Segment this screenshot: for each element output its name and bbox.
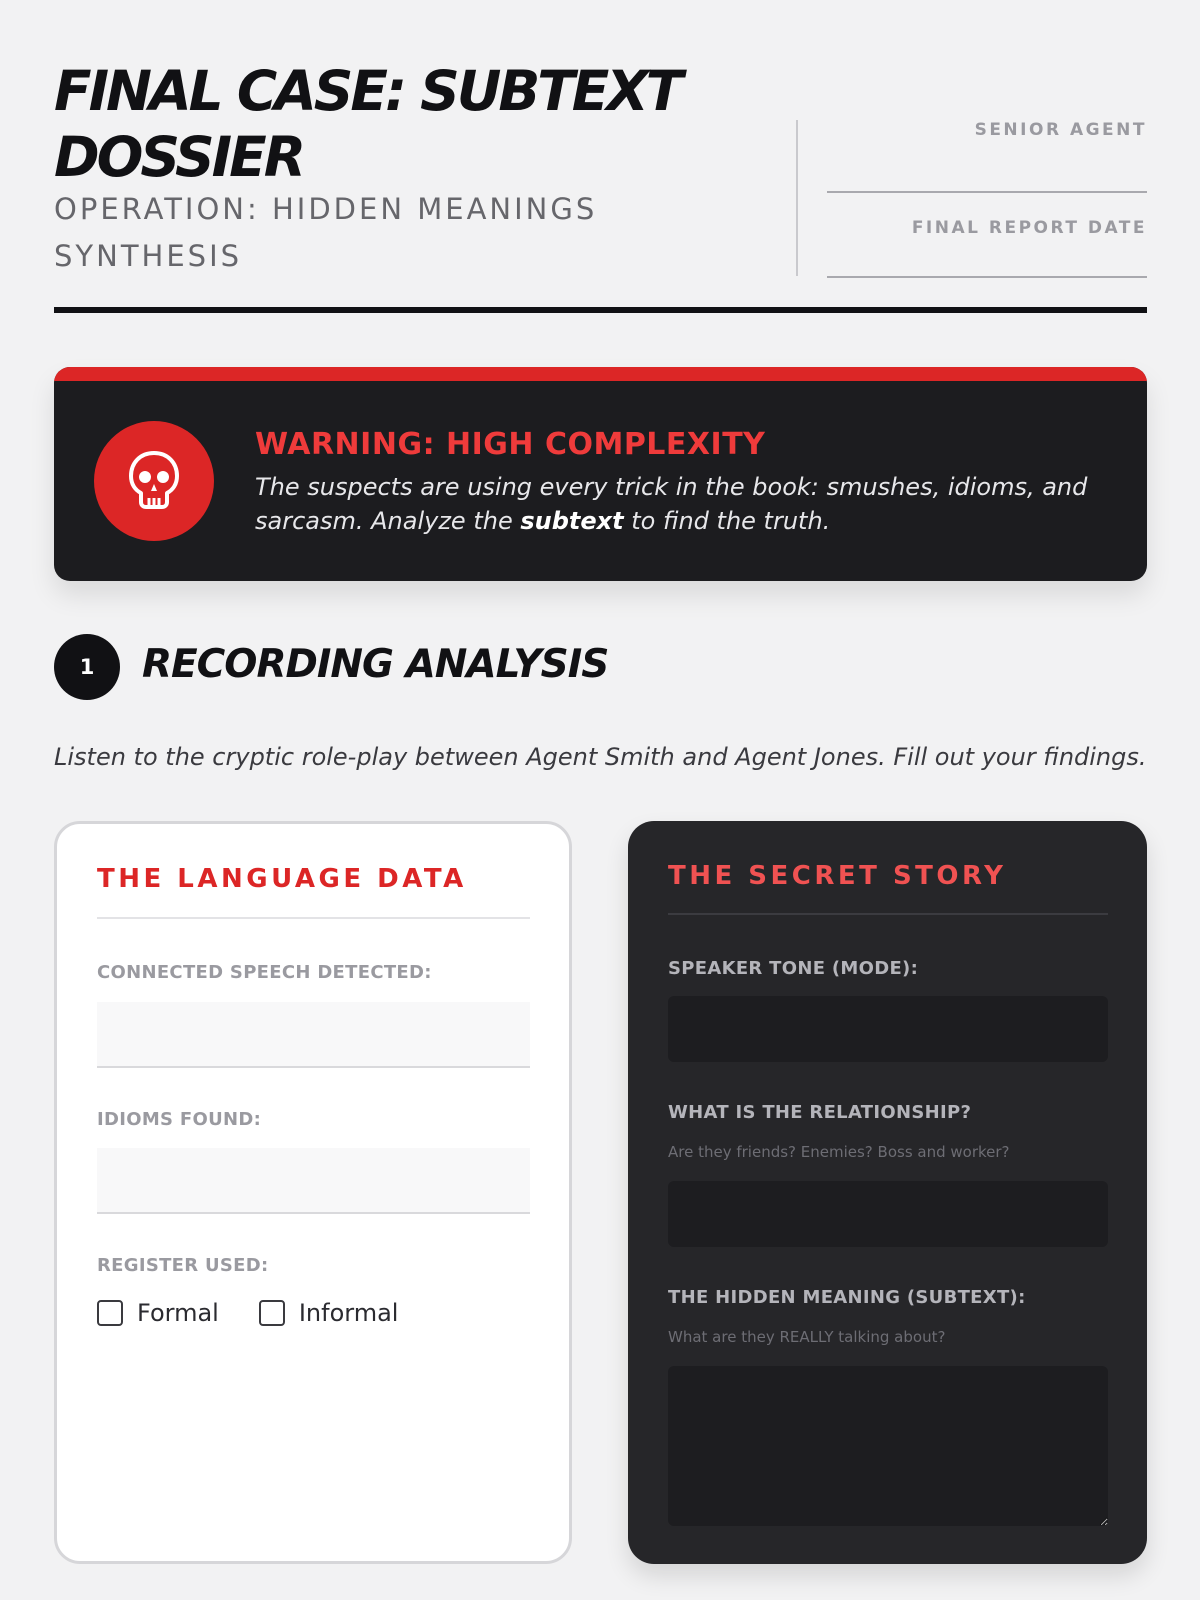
relationship-input[interactable]	[668, 1181, 1108, 1247]
language-card-divider	[97, 917, 530, 919]
step-number-badge: 1	[54, 634, 120, 700]
register-label: REGISTER USED:	[97, 1255, 269, 1276]
warning-emphasis: subtext	[520, 507, 624, 535]
section-title: RECORDING ANALYSIS	[142, 642, 609, 687]
connected-speech-input[interactable]	[97, 1002, 530, 1068]
section-instructions: Listen to the cryptic role-play between Agent Smith and Agent Jones. Fill out your findings.	[54, 743, 1147, 771]
page-header	[54, 58, 1147, 314]
idioms-label: IDIOMS FOUND:	[97, 1109, 262, 1130]
hidden-meaning-textarea[interactable]	[668, 1366, 1108, 1526]
report-date-label: FINAL REPORT DATE	[911, 218, 1147, 238]
hidden-meaning-label: THE HIDDEN MEANING (SUBTEXT):	[668, 1287, 1026, 1308]
speaker-tone-input[interactable]	[668, 996, 1108, 1062]
warning-icon-badge	[94, 421, 214, 541]
warning-accent-bar	[54, 367, 1147, 381]
header-rule	[54, 307, 1147, 313]
idioms-input[interactable]	[97, 1148, 530, 1214]
language-data-card	[54, 821, 572, 1564]
warning-heading: WARNING: HIGH COMPLEXITY	[255, 427, 766, 462]
warning-banner	[54, 367, 1147, 581]
relationship-hint: Are they friends? Enemies? Boss and worker?	[668, 1143, 1010, 1161]
hidden-meaning-hint: What are they REALLY talking about?	[668, 1328, 946, 1346]
register-options	[97, 1298, 438, 1328]
register-option-informal[interactable]	[259, 1299, 399, 1327]
report-date-field[interactable]	[827, 276, 1147, 278]
senior-agent-field[interactable]	[827, 191, 1147, 193]
worksheet-page	[54, 0, 1147, 1600]
secret-story-card	[628, 821, 1147, 1564]
speaker-tone-label: SPEAKER TONE (MODE):	[668, 958, 919, 979]
register-option-formal[interactable]	[97, 1299, 219, 1327]
relationship-label: WHAT IS THE RELATIONSHIP?	[668, 1102, 972, 1123]
connected-speech-label: CONNECTED SPEECH DETECTED:	[97, 962, 432, 983]
page-subtitle: OPERATION: HIDDEN MEANINGS SYNTHESIS	[54, 192, 598, 273]
skull-icon	[126, 450, 182, 512]
formal-label: Formal	[137, 1299, 219, 1327]
formal-checkbox[interactable]	[97, 1300, 123, 1326]
senior-agent-label: SENIOR AGENT	[974, 120, 1147, 140]
page-title: FINAL CASE: SUBTEXT DOSSIER	[54, 59, 681, 189]
informal-checkbox[interactable]	[259, 1300, 285, 1326]
warning-text: The suspects are using every trick in the book: smushes, idioms, and sarcasm. Analyze the subtext to find the truth.	[255, 473, 1088, 535]
story-card-divider	[668, 913, 1108, 915]
header-divider	[796, 120, 798, 276]
story-card-title: THE SECRET STORY	[668, 861, 1007, 891]
language-card-title: THE LANGUAGE DATA	[97, 864, 467, 894]
informal-label: Informal	[298, 1299, 399, 1327]
